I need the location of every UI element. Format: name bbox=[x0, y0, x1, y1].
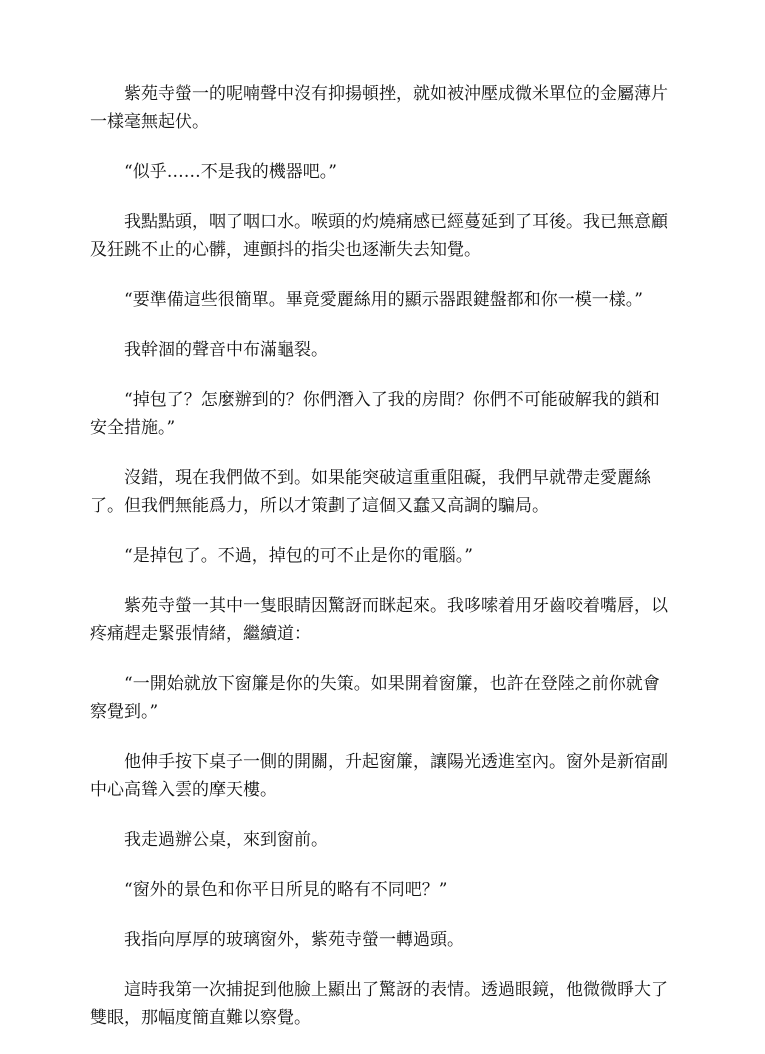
paragraph-8: “是掉包了。不過，掉包的可不止是你的電腦。” bbox=[124, 546, 473, 566]
paragraph-9: 紫苑寺螢一其中一隻眼睛因驚訝而眯起來。我哆嗦着用牙齒咬着嘴唇，以疼痛趕走緊張情緒，繼續道： bbox=[90, 596, 668, 644]
paragraph-12: 我走過辦公桌，來到窗前。 bbox=[124, 830, 328, 850]
paragraph-14: 我指向厚厚的玻璃窗外，紫苑寺螢一轉過頭。 bbox=[124, 930, 464, 950]
paragraph-7: 沒錯，現在我們做不到。如果能突破這重重阻礙，我們早就帶走愛麗絲了。但我們無能爲力，所以才策劃了這個又蠢又高調的騙局。 bbox=[90, 468, 651, 516]
paragraph-6: “掉包了？怎麼辦到的？你們潛入了我的房間？你們不可能破解我的鎖和安全措施。” bbox=[90, 390, 660, 438]
document-page bbox=[90, 80, 675, 1054]
paragraph-13: “窗外的景色和你平日所見的略有不同吧？” bbox=[124, 880, 448, 900]
paragraph-3: 我點點頭，咽了咽口水。喉頭的灼燒痛感已經蔓延到了耳後。我已無意顧及狂跳不止的心髒，連顫抖的指尖也逐漸失去知覺。 bbox=[90, 212, 668, 260]
paragraph-11: 他伸手按下桌子一側的開關，升起窗簾，讓陽光透進室內。窗外是新宿副中心高聳入雲的摩天樓。 bbox=[90, 752, 668, 800]
paragraph-1: 紫苑寺螢一的呢喃聲中沒有抑揚頓挫，就如被沖壓成微米單位的金屬薄片一樣毫無起伏。 bbox=[90, 84, 668, 132]
paragraph-15: 這時我第一次捕捉到他臉上顯出了驚訝的表情。透過眼鏡，他微微睜大了雙眼，那幅度簡直難以察覺。 bbox=[90, 980, 668, 1028]
paragraph-5: 我幹涸的聲音中布滿龜裂。 bbox=[124, 340, 328, 360]
paragraph-2: “似乎……不是我的機器吧。” bbox=[124, 162, 337, 182]
paragraph-10: “一開始就放下窗簾是你的失策。如果開着窗簾，也許在登陸之前你就會察覺到。” bbox=[90, 674, 660, 722]
paragraph-4: “要準備這些很簡單。畢竟愛麗絲用的顯示器跟鍵盤都和你一模一樣。” bbox=[124, 290, 643, 310]
